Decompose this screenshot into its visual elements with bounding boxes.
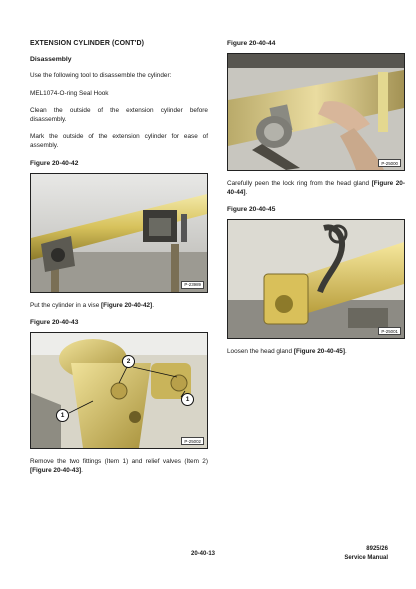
right-column [227,40,405,366]
figure-45-ref: P-25001 [378,327,401,335]
page-number: 20-40-13 [191,551,216,557]
loosen-head-gland-illustration [228,220,404,338]
footer-doc-info [344,545,388,562]
tool-name-text: MEL1074-O-ring Seal Hook [30,89,109,97]
figure-44-ref-link: [Figure 20-40-44] [227,180,405,196]
figure-44-ref: P-25000 [378,159,401,167]
figure-45-caption: Loosen the head gland [Figure 20-40-45]. [227,348,347,356]
tool-intro-text: Use the following tool to disassemble the cylinder: [30,72,172,79]
figure-43-photo [30,332,208,449]
cylinder-in-vise-illustration [31,174,207,292]
figure-43-title: Figure 20-40-43 [30,319,79,327]
figure-45-title: Figure 20-40-45 [227,206,276,214]
figure-43-ref: P-25002 [181,437,204,445]
fittings-relief-valves-illustration [31,333,207,448]
figure-43-caption: Remove the two fittings (Item 1) and relief valves (Item 2) [Figure 20-40-43]. [30,458,208,474]
doc-number: 8925/26 [366,546,388,552]
figure-42-caption: Put the cylinder in a vise [Figure 20-40-42]. [30,301,154,309]
figure-42-ref-link: [Figure 20-40-42] [101,301,153,309]
callout-item-2: 2 [122,355,135,368]
figure-43-ref-link: [Figure 20-40-43] [30,466,82,474]
figure-45-ref-link: [Figure 20-40-45] [293,348,345,356]
clean-instruction-text: Clean the outside of the extension cylinder before disassembly. [30,107,208,123]
figure-44-title: Figure 20-40-44 [227,40,276,47]
callout-item-1-left: 1 [56,409,69,422]
callout-item-1-right: 1 [181,393,194,406]
manual-title: Service Manual [344,554,388,561]
mark-instruction-text: Mark the outside of the extension cylinder for ease of assembly. [30,133,208,149]
left-column [30,40,208,484]
section-title: EXTENSION CYLINDER (CONT'D) [30,40,145,47]
figure-42-photo [30,173,208,293]
figure-44-photo [227,53,405,171]
figure-42-title: Figure 20-40-42 [30,159,79,167]
peen-lock-ring-illustration [228,54,404,170]
figure-42-ref: P-23989 [181,281,204,289]
figure-45-photo [227,219,405,339]
figure-44-caption: Carefully peen the lock ring from the head gland [Figure 20-40-44]. [227,180,405,196]
disassembly-heading: Disassembly [30,56,72,63]
